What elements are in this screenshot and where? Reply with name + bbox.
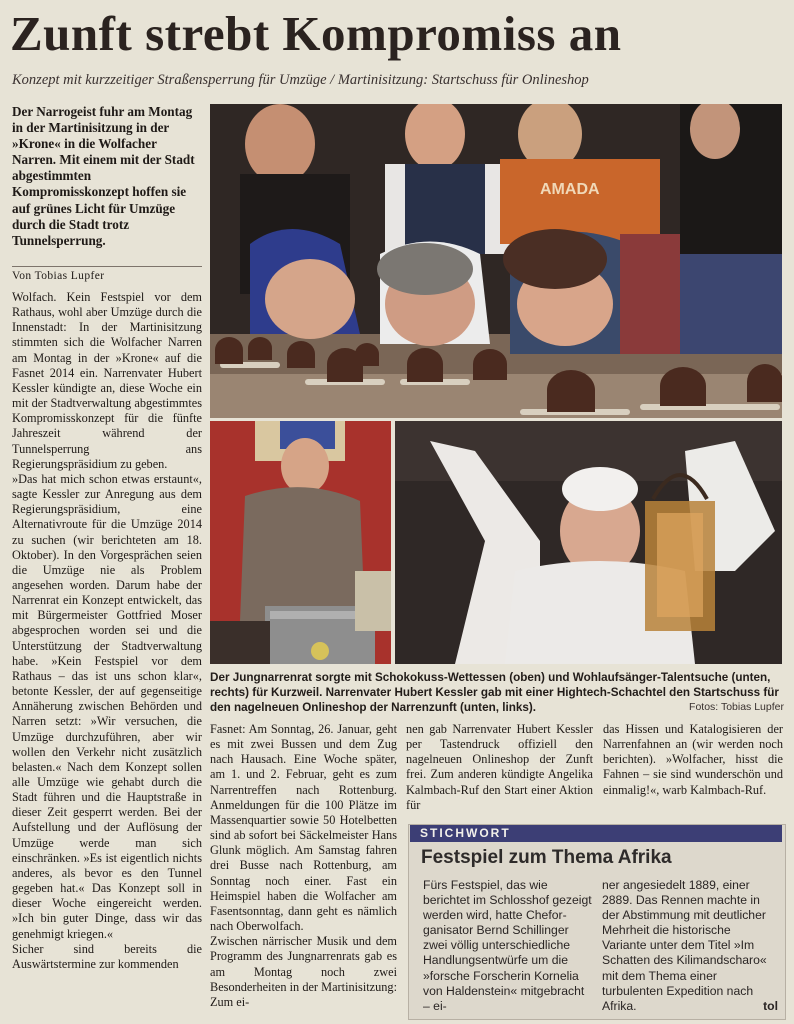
article-paragraph: »Das hat mich schon etwas erstaunt«, sagte Kessler zur Anregung aus dem Regierungspräsidium, eine Alternativroute für die Umzüge 2014 zu suchen (wir berichteten am 18. Oktober). In den Vorgesprächen seien die Umzüge nie als Problem angesehen worden. Darum habe der Narrenrat ein Konzept entwickelt, das mit Bürgermeister Gottfried Moser abgesprochen worden sei und die Unterstützung der Stadtverwaltung habe. »Kein Festspiel vor dem Rathaus – das ist uns schon klar«, betonte Kessler, der auf gegenseitige Annäherung zwischen Behörden und Narren setzt: »Wir versuchen, die Umzüge durchzuführen, aber wir wollen den Verkehr nicht zusätzlich belasten.« Nach dem Konzept sollen alle Umzüge wie gehabt durch die Stadt führen und die Hauptstraße in dieser Zeit gesperrt werden. Bei der Aufstellung und der Auflösung der Umzüge werde man sich einschränken. »Es ist eigentlich nichts anderes, als bevor es den Tunnel gegeben hat.« Das Konzept soll in dieser Woche eingereicht werden. »Ich bin guter Dinge, dass wir das genehmigt kriegen.« [12, 471, 202, 941]
photo-shirt-text: AMADA [540, 181, 600, 198]
subheadline: Konzept mit kurzzeitiger Straßensperrung für Umzüge / Martinisitzung: Startschuss für Onlineshop [12, 72, 589, 88]
article-column-3: nen gab Narrenvater Hubert Kessler per Tastendruck offiziell den nagelneuen Onlineshop der Zunft frei. Zum anderen kündigte Angelika Kalmbach-Ruf den Start einer Aktion für [406, 722, 593, 812]
article-column-1 [12, 290, 202, 1020]
photo-talent-search-drawing [395, 421, 782, 664]
stichwort-text: ner angesiedelt 1889, einer 2889. Das Rennen machte in der Abstimmung mit deutlicher Mehrheit die historische Variante unter dem Titel »Im Schatten des Kilimandscharo« mit dem Thema einer turbulenten Expedition nach Afrika. [602, 878, 767, 1013]
headline: Zunft strebt Kompromiss an [10, 6, 622, 61]
byline-divider [12, 266, 202, 267]
article-paragraph: Wolfach. Kein Festspiel vor dem Rathaus, wohl aber Umzüge durch die Innenstadt: In der Martinisitzung stimmten sich die Wolfacher Narren am Montag in der »Krone« auf die Fasnet 2014 ein. Narrenvater Hubert Kessler kündigte an, diese Woche ein mit der Stadtverwaltung abgestimmtes Kompromisskonzept für die fünfte Jahreszeit während der Tunnelsperrung ans Regierungspräsidium zu geben. [12, 290, 202, 471]
photo-talent-search [395, 421, 782, 664]
stichwort-tag: STICHWORT [420, 826, 511, 840]
article-column-4: das Hissen und Katalogisieren der Narrenfahnen an (wir werden noch berichten). »Wolfacher, hisst die Fahnen – sie sind wunderschön und einmalig!«, warb Kalmbach-Ruf. [603, 722, 783, 797]
photo-onlineshop-drawing [210, 421, 391, 664]
byline: Von Tobias Lupfer [12, 270, 105, 282]
author-signature: tol [763, 998, 778, 1013]
stichwort-title: Festspiel zum Thema Afrika [421, 847, 672, 868]
photo-chocolate-contest [210, 104, 782, 418]
photo-onlineshop-start [210, 421, 391, 664]
article-column-2 [210, 722, 397, 1022]
photo-caption: Der Jungnarrenrat sorgte mit Schokokuss-Wettessen (oben) und Wohlaufsänger-Talentsuche (unten, rechts) für Kurzweil. Narrenvater Hubert Kessler gab mit einer Hightech-Schachtel den Startschuss für den nagelneuen Onlineshop der Narrenzunft (unten, links). [210, 671, 779, 714]
article-paragraph: Zwischen närrischer Musik und dem Programm des Jungnarrenrats gab es am Montag noch zwei Besonderheiten in der Martinisitzung: Zum ei- [210, 934, 397, 1009]
article-paragraph: Fasnet: Am Sonntag, 26. Januar, geht es mit zwei Bussen und dem Zug nach Hausach. Eine Woche später, am 1. und 2. Februar, geht es zum Narrentreffen nach Rottenburg. Anmeldungen für die 100 Plätze im Massenquartier sowie 50 Hotelbetten sind ab sofort bei Säckelmeister Hans Glunk möglich. Am Samstag fahren drei Busse nach Rottenburg, am Sonntag noch einer. Fast ein Heimspiel haben die Wolfacher am Fasentsonntag, dann geht es nämlich nach Oberwolfach. [210, 722, 397, 934]
stichwort-column-1: Fürs Festspiel, das wie berichtet im Schlosshof gezeigt werden wird, hatte Cheforganisator Bernd Schillinger zwei völlig unterschiedliche Handlungsentwürfe um die »forsche Forscherin Kornelia von Haldenstein« mitgebracht – ei- [423, 878, 592, 1013]
photo-credit: Fotos: Tobias Lupfer [689, 701, 784, 713]
article-paragraph: Sicher sind bereits die Auswärtstermine zur kommenden [12, 941, 202, 971]
lead-paragraph: Der Narrogeist fuhr am Montag in der Martinisitzung in der »Krone« in die Wolfacher Narren. Mit einem mit der Stadt abgestimmten Kompromisskonzept hoffen sie auf grünes Licht für Umzüge durch die Stadt trotz Tunnelsperrung. [12, 104, 195, 248]
photo-chocolate-contest-drawing [210, 104, 782, 418]
stichwort-column-2 [602, 878, 778, 1014]
